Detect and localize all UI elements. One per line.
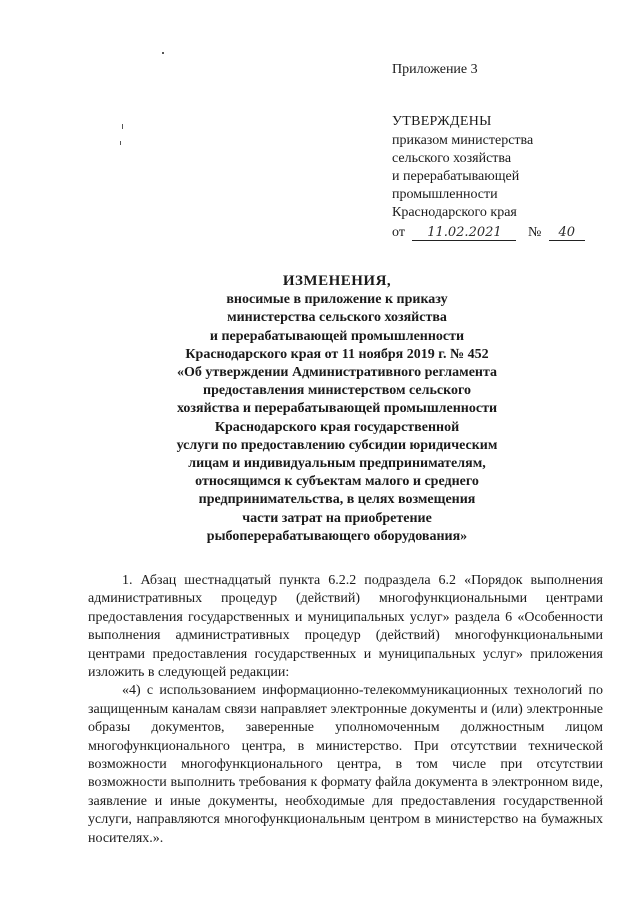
title-line: вносимые в приложение к приказу (226, 292, 448, 308)
approved-heading: УТВЕРЖДЕНЫ (392, 114, 492, 129)
document-title (72, 272, 602, 546)
title-line: услуги по предоставлению субсидии юридическим (176, 437, 498, 453)
title-line: Краснодарского края от 11 ноября 2019 г. № 452 (185, 346, 489, 362)
title-line: лицам и индивидуальным предпринимателям, (188, 456, 486, 472)
scan-speck (122, 124, 123, 129)
scan-speck (162, 52, 164, 54)
title-line: рыбоперерабатывающего оборудования» (206, 528, 468, 544)
title-line: министерства сельского хозяйства (227, 310, 447, 326)
from-label: от (392, 225, 405, 240)
title-line: предпринимательства, в целях возмещения (198, 492, 476, 508)
title-line: и перерабатывающей промышленности (209, 328, 465, 344)
title-heading: ИЗМЕНЕНИЯ, (282, 273, 392, 289)
body-paragraph: 1. Абзац шестнадцатый пункта 6.2.2 подраздела 6.2 «Порядок выполнения административных процедур (действий) многофункциональными центрами предоставления государственных и муниципальных услуг» раздела 6 «Особенности выполнения административных процедур (действий) многофункциональными центрами предоставления государственных и муниципальных услуг» приложения изложить в следующей редакции: (88, 573, 603, 681)
handwritten-date: 11.02.2021 (412, 226, 516, 241)
title-line: предоставления министерством сельского (203, 383, 471, 399)
order-date-number-row (392, 224, 585, 242)
body-paragraph: «4) с использованием информационно-телекоммуникационных технологий по защищенным каналам связи направляет электронные документы и (или) электронные образы документов, заверенные уполномоченным должностным лицом многофункционального центра, в министерство. При отсутствии технической возможности многофункционального центра, в том числе при отсутствии возможности выполнить требования к формату файла документа в электронном виде, заявление и иные документы, необходимые для предоставления государственной услуги, направляются многофункциональным центром в министерство на бумажных носителях.». (88, 683, 603, 846)
approved-line: Краснодарского края (392, 205, 517, 220)
approved-line: и перерабатывающей (392, 169, 520, 184)
title-line: части затрат на приобретение (242, 510, 432, 526)
approved-line: приказом министерства (392, 133, 534, 148)
approved-line: сельского хозяйства (392, 151, 512, 166)
document-body (88, 572, 603, 848)
title-line: Краснодарского края государственной (214, 419, 460, 435)
approval-block (392, 113, 585, 242)
approved-line: промышленности (392, 187, 498, 202)
scan-speck (120, 141, 121, 145)
title-line: хозяйства и перерабатывающей промышленности (176, 401, 498, 417)
handwritten-number: 40 (549, 226, 585, 241)
title-line: «Об утверждении Административного регламента (176, 365, 498, 381)
appendix-label: Приложение 3 (392, 62, 478, 77)
number-label: № (527, 225, 542, 240)
title-line: относящимся к субъектам малого и среднего (195, 474, 479, 490)
